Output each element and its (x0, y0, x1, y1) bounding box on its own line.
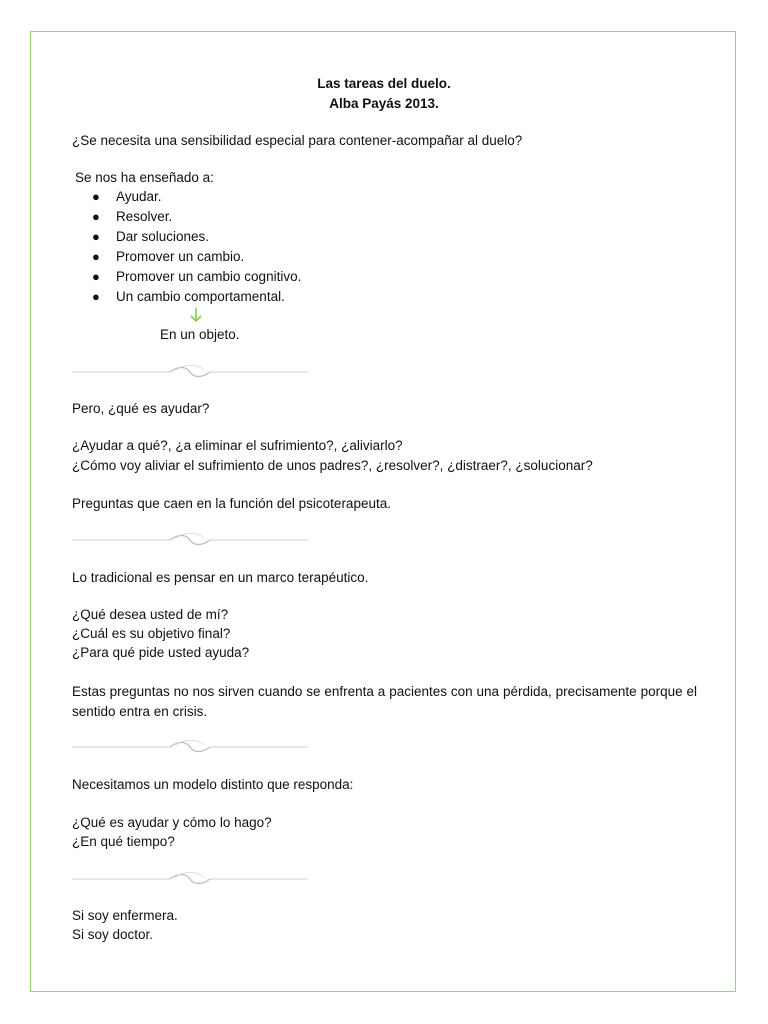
list-item: ● Resolver. (92, 207, 301, 227)
section2-line: Preguntas que caen en la función del psicoterapeuta. (72, 496, 391, 511)
section3-question: ¿Qué desea usted de mí? (72, 607, 229, 622)
ornament-divider (72, 532, 308, 548)
list-item: ● Dar soluciones. (92, 227, 301, 247)
section3-question: ¿Para qué pide usted ayuda? (72, 645, 250, 660)
ornament-divider (72, 871, 308, 887)
section4-question: ¿En qué tiempo? (72, 834, 175, 849)
bullet-icon: ● (92, 209, 100, 224)
bullet-icon: ● (92, 289, 100, 304)
bullet-icon: ● (92, 249, 100, 264)
list-item: ● Un cambio comportamental. (92, 287, 301, 307)
arrow-down-icon (189, 307, 203, 323)
section4-line: Necesitamos un modelo distinto que responda: (72, 777, 354, 792)
bullet-icon: ● (92, 269, 100, 284)
list-item: ● Promover un cambio. (92, 247, 301, 267)
intro-question: ¿Se necesita una sensibilidad especial para contener-acompañar al duelo? (72, 133, 523, 148)
ornament-divider (72, 364, 308, 380)
document-title: Las tareas del duelo. (317, 76, 451, 91)
section2-line: ¿Cómo voy aliviar el sufrimiento de unos padres?, ¿resolver?, ¿distraer?, ¿solucionar? (72, 458, 593, 473)
taught-heading: Se nos ha enseñado a: (75, 170, 214, 185)
section3-line: Lo tradicional es pensar en un marco terapéutico. (72, 570, 369, 585)
section2-question: Pero, ¿qué es ayudar? (72, 401, 210, 416)
section3-question: ¿Cuál es su objetivo final? (72, 626, 231, 641)
section5-line: Si soy enfermera. (72, 908, 178, 923)
section3-paragraph: Estas preguntas no nos sirven cuando se enfrenta a pacientes con una pérdida, precisamente porque el sentido entra en crisis. (72, 684, 697, 719)
list-item: ● Ayudar. (92, 187, 301, 207)
ornament-divider (72, 739, 308, 755)
taught-list (92, 187, 301, 307)
bullet-icon: ● (92, 229, 100, 244)
section4-question: ¿Qué es ayudar y cómo lo hago? (72, 815, 272, 830)
bullet-icon: ● (92, 189, 100, 204)
object-line: En un objeto. (160, 327, 240, 342)
section2-line: ¿Ayudar a qué?, ¿a eliminar el sufrimiento?, ¿aliviarlo? (72, 438, 403, 453)
list-item: ● Promover un cambio cognitivo. (92, 267, 301, 287)
section5-line: Si soy doctor. (72, 927, 154, 942)
document-author: Alba Payás 2013. (329, 96, 439, 111)
